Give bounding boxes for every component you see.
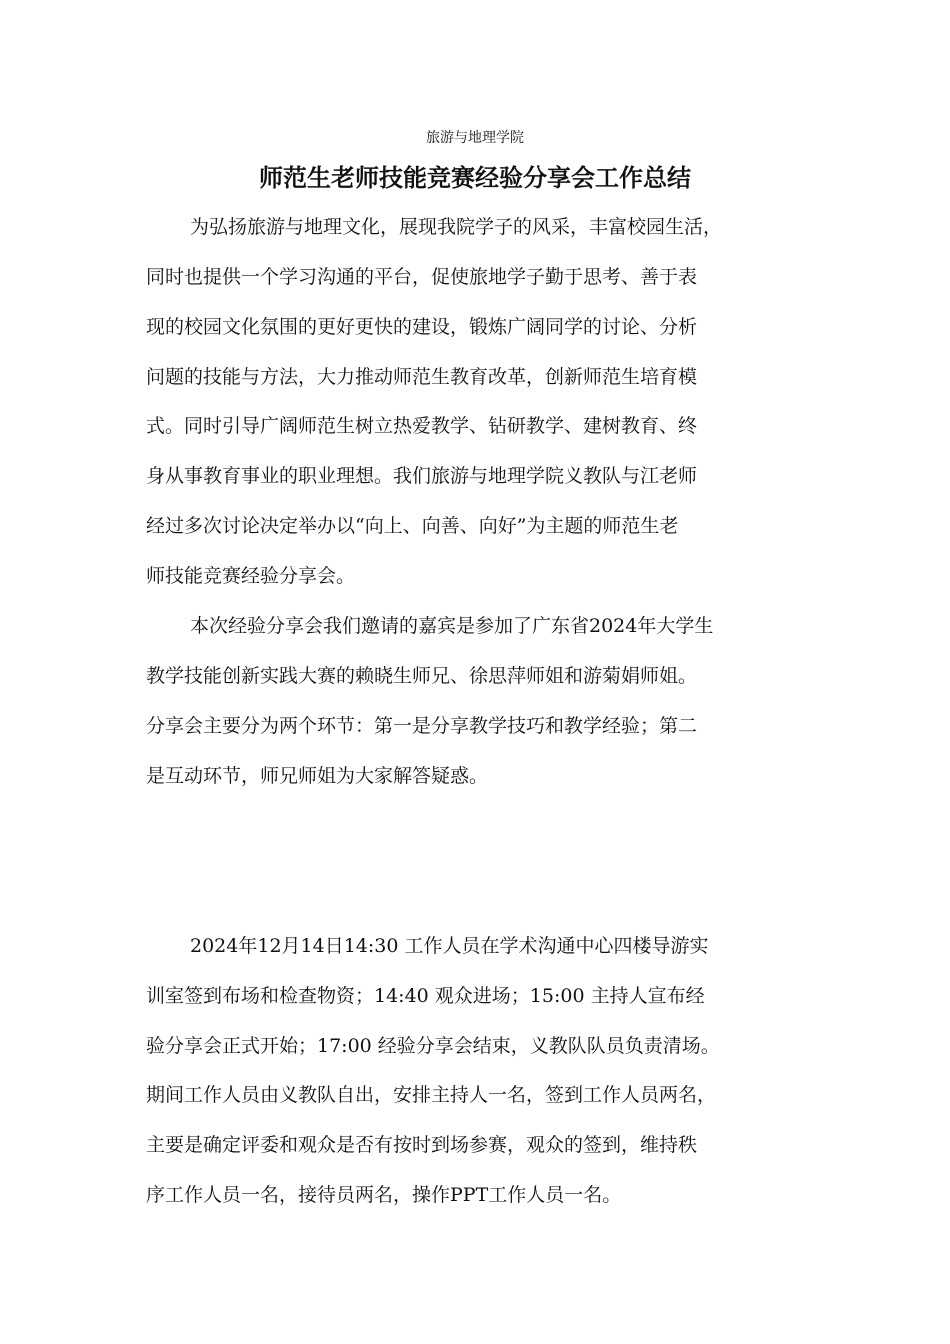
paragraph-line: 训室签到布场和检查物资；14:40 观众进场；15:00 主持人宣布经: [146, 985, 705, 1007]
paragraph-line: 同时也提供一个学习沟通的平台，促使旅地学子勤于思考、善于表: [146, 266, 698, 288]
paragraph-line: 为弘扬旅游与地理文化，展现我院学子的风采，丰富校园生活，: [190, 216, 723, 238]
paragraph-line: 师技能竞赛经验分享会。: [146, 565, 356, 587]
paragraph-line: 期间工作人员由义教队自出，安排主持人一名，签到工作人员两名，: [146, 1084, 717, 1106]
paragraph-line: 序工作人员一名，接待员两名，操作PPT工作人员一名。: [146, 1184, 622, 1206]
paragraph-line: 经过多次讨论决定举办以“向上、向善、向好”为主题的师范生老: [146, 515, 679, 537]
paragraph-line: 式。同时引导广阔师范生树立热爱教学、钻研教学、建树教育、终: [146, 415, 698, 437]
paragraph-line: 验分享会正式开始；17:00 经验分享会结束，义教队队员负责清场。: [146, 1035, 720, 1057]
paragraph-line: 身从事教育事业的职业理想。我们旅游与地理学院义教队与江老师: [146, 465, 698, 487]
organization-header: 旅游与地理学院: [426, 130, 524, 146]
paragraph-line: 问题的技能与方法，大力推动师范生教育改革，创新师范生培育模: [146, 366, 698, 388]
paragraph-line: 教学技能创新实践大赛的赖晓生师兄、徐思萍师姐和游菊娟师姐。: [146, 665, 698, 687]
paragraph-line: 现的校园文化氛围的更好更快的建设，锻炼广阔同学的讨论、分析: [146, 316, 698, 338]
paragraph-line: 分享会主要分为两个环节：第一是分享教学技巧和教学经验；第二: [146, 715, 698, 737]
document-title: 师范生老师技能竞赛经验分享会工作总结: [259, 163, 691, 192]
paragraph-line: 2024年12月14日14:30 工作人员在学术沟通中心四楼导游实: [190, 935, 709, 957]
paragraph-line: 是互动环节，师兄师姐为大家解答疑惑。: [146, 765, 489, 787]
paragraph-line: 主要是确定评委和观众是否有按时到场参赛，观众的签到，维持秩: [146, 1134, 698, 1156]
paragraph-line: 本次经验分享会我们邀请的嘉宾是参加了广东省2024年大学生: [190, 615, 714, 637]
